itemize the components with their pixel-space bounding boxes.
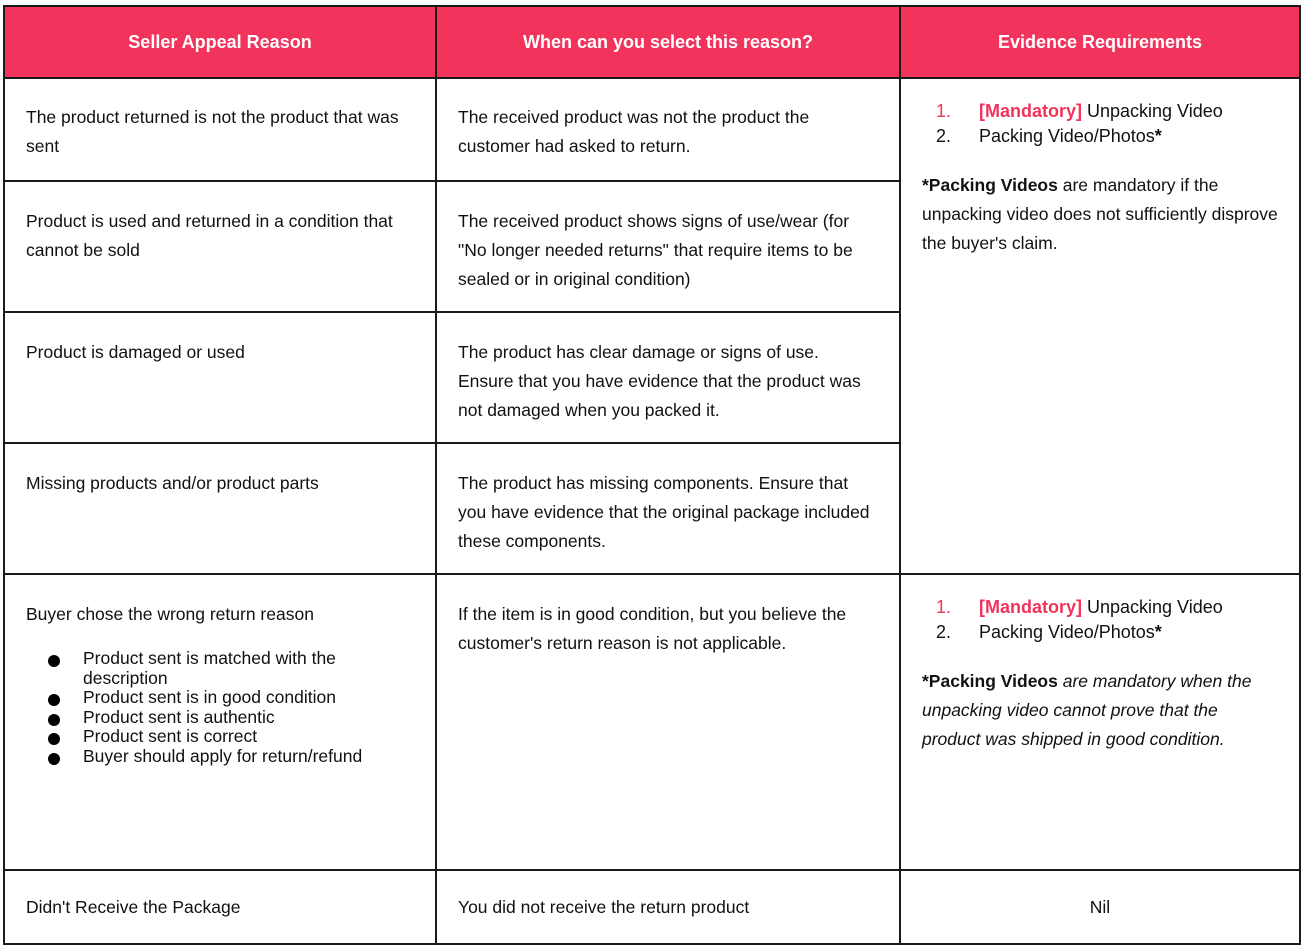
list-item-text: Packing Video/Photos <box>979 622 1155 642</box>
list-item <box>922 99 1278 124</box>
list-item-text: Packing Video/Photos <box>979 126 1155 146</box>
list-number: 2. <box>936 126 952 146</box>
note-text: are mandatory if the unpacking video does not sufficiently disprove the buyer's claim. <box>922 175 1278 253</box>
note-bold: *Packing Videos <box>922 175 1058 195</box>
bullet-item <box>26 708 414 728</box>
reason-cell: Missing products and/or product parts <box>4 443 436 574</box>
reason-cell: Product is used and returned in a condition that cannot be sold <box>4 181 436 312</box>
reason-cell: The product returned is not the product that was sent <box>4 78 436 181</box>
bullet-icon <box>48 753 60 765</box>
bullet-item <box>26 747 414 767</box>
evidence-list <box>922 595 1278 645</box>
bullet-item <box>26 649 414 688</box>
asterisk-mark: * <box>1154 126 1162 146</box>
evidence-cell-group-a <box>900 78 1300 574</box>
bullet-icon <box>48 733 60 745</box>
reason-bullet-list <box>26 649 414 766</box>
bullet-icon <box>48 714 60 726</box>
bullet-text: Product sent is authentic <box>83 706 275 727</box>
evidence-cell: Nil <box>900 870 1300 944</box>
list-item <box>922 124 1278 149</box>
reason-cell: Product is damaged or used <box>4 312 436 443</box>
note-bold: *Packing Videos <box>922 671 1058 691</box>
bullet-text: Product sent is in good condition <box>83 687 336 707</box>
header-when-can-you-select: When can you select this reason? <box>436 6 900 78</box>
bullet-text: Product sent is matched with the description <box>83 648 336 688</box>
asterisk-mark: * <box>1154 622 1162 642</box>
reason-text: Buyer chose the wrong return reason <box>26 604 314 624</box>
list-item <box>922 595 1278 620</box>
bullet-icon <box>48 655 60 667</box>
bullet-item <box>26 688 414 708</box>
when-cell: The product has missing components. Ensure that you have evidence that the original package included these components. <box>436 443 900 574</box>
table-row <box>4 78 1300 181</box>
header-row <box>4 6 1300 78</box>
list-item <box>922 620 1278 645</box>
when-cell: If the item is in good condition, but you believe the customer's return reason is not applicable. <box>436 574 900 870</box>
when-cell: The received product was not the product the customer had asked to return. <box>436 78 900 181</box>
bullet-text: Product sent is correct <box>83 726 258 746</box>
header-seller-appeal-reason: Seller Appeal Reason <box>4 6 436 78</box>
evidence-list <box>922 99 1278 149</box>
header-evidence-requirements: Evidence Requirements <box>900 6 1300 78</box>
list-number: 2. <box>936 622 952 642</box>
note-text: are mandatory when the unpacking video cannot prove that the product was shipped in good condition. <box>922 671 1252 749</box>
bullet-icon <box>48 694 60 706</box>
when-cell: The product has clear damage or signs of use. Ensure that you have evidence that the product was not damaged when you packed it. <box>436 312 900 443</box>
list-item-text: Unpacking Video <box>1082 101 1223 121</box>
when-cell: The received product shows signs of use/wear (for "No longer needed returns" that require items to be sealed or in original condition) <box>436 181 900 312</box>
list-item-text: Unpacking Video <box>1082 597 1223 617</box>
evidence-note <box>922 171 1278 258</box>
appeal-reasons-table <box>3 5 1301 945</box>
bullet-item <box>26 727 414 747</box>
when-cell: You did not receive the return product <box>436 870 900 944</box>
list-number: 1. <box>936 101 952 121</box>
list-number: 1. <box>936 597 952 617</box>
evidence-note <box>922 667 1278 754</box>
table-row <box>4 574 1300 870</box>
mandatory-tag: [Mandatory] <box>979 101 1082 121</box>
bullet-text: Buyer should apply for return/refund <box>83 745 363 766</box>
reason-cell <box>4 574 436 870</box>
mandatory-tag: [Mandatory] <box>979 597 1082 617</box>
table-row <box>4 870 1300 944</box>
reason-cell: Didn't Receive the Package <box>4 870 436 944</box>
evidence-cell-group-b <box>900 574 1300 870</box>
